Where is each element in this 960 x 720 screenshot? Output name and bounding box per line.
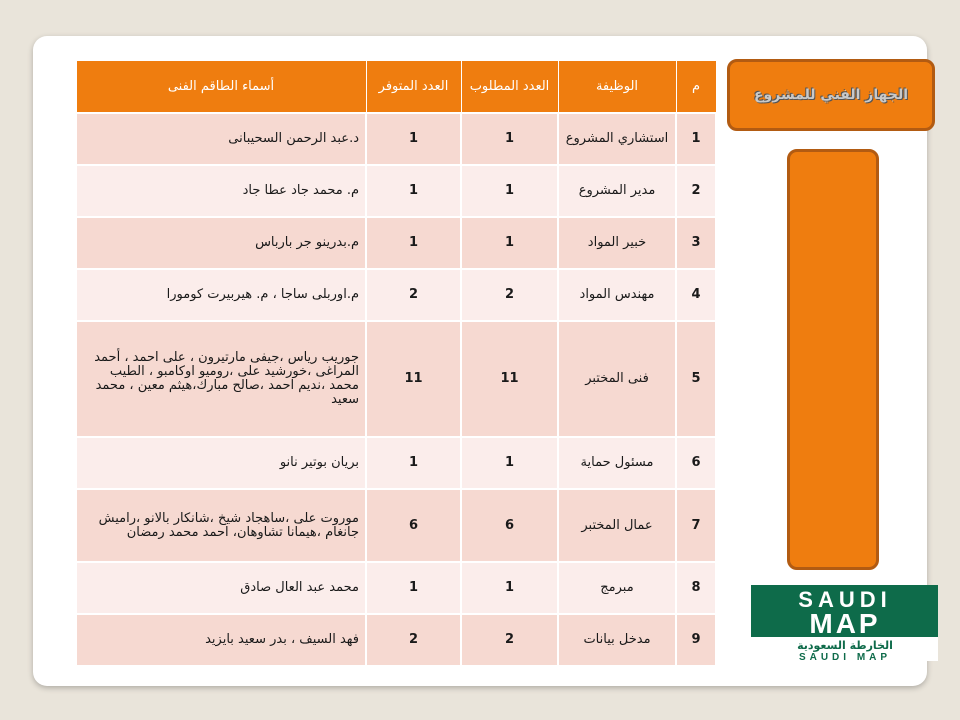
saudi-map-logo-graphic xyxy=(751,585,938,661)
row-names: د.عبد الرحمن السحيبانى xyxy=(76,113,366,165)
row-index: 6 xyxy=(676,437,716,489)
row-names: محمد عبد العال صادق xyxy=(76,562,366,614)
row-role: مهندس المواد xyxy=(558,269,676,321)
row-index: 1 xyxy=(676,113,716,165)
table-row xyxy=(76,269,716,321)
header-names: أسماء الطاقم الفنى xyxy=(76,61,366,114)
table-row xyxy=(76,562,716,614)
row-role: استشاري المشروع xyxy=(558,113,676,165)
logo-bottom-text: SAUDI MAP xyxy=(798,652,892,661)
row-names: م.بدرينو جر بارباس xyxy=(76,217,366,269)
row-required: 2 xyxy=(461,269,558,321)
row-names: فهد السيف ، بدر سعيد بايزيد xyxy=(76,614,366,666)
table-row xyxy=(76,437,716,489)
row-role: مسئول حماية xyxy=(558,437,676,489)
row-role: خبير المواد xyxy=(558,217,676,269)
project-team-title: الجهاز الفني للمشروع xyxy=(727,59,935,131)
decorative-orange-box xyxy=(787,149,879,570)
logo-mid-text: MAP xyxy=(809,608,881,639)
row-index: 3 xyxy=(676,217,716,269)
technical-team-table xyxy=(75,60,717,667)
row-names: بريان بوتير نانو xyxy=(76,437,366,489)
row-index: 2 xyxy=(676,165,716,217)
row-role: مبرمج xyxy=(558,562,676,614)
table-header-row xyxy=(76,61,716,114)
row-available: 1 xyxy=(366,113,461,165)
row-available: 1 xyxy=(366,562,461,614)
row-index: 9 xyxy=(676,614,716,666)
row-index: 8 xyxy=(676,562,716,614)
row-role: عمال المختبر xyxy=(558,489,676,562)
row-required: 1 xyxy=(461,437,558,489)
saudi-map-logo xyxy=(751,585,938,661)
table-row xyxy=(76,321,716,437)
header-role: الوظيفة xyxy=(558,61,676,114)
row-names: م. محمد جاد عطا جاد xyxy=(76,165,366,217)
row-required: 1 xyxy=(461,113,558,165)
row-required: 1 xyxy=(461,562,558,614)
row-available: 2 xyxy=(366,269,461,321)
row-index: 5 xyxy=(676,321,716,437)
row-names: م.اوربلى ساجا ، م. هيربيرت كومورا xyxy=(76,269,366,321)
header-available: العدد المتوفر xyxy=(366,61,461,114)
row-available: 1 xyxy=(366,437,461,489)
row-names: جوريب رياس ،جيفى مارتيرون ، على احمد ، أحمد المراغى ،خورشيد على ،روميو اوكامبو ، الطيب محمد ،نديم احمد ،صالح مبارك،هيثم معين ، محمد سعيد xyxy=(76,321,366,437)
row-required: 1 xyxy=(461,217,558,269)
logo-top-text: SAUDI xyxy=(798,587,892,612)
table-row xyxy=(76,165,716,217)
table-row xyxy=(76,217,716,269)
row-role: مدخل بيانات xyxy=(558,614,676,666)
header-index: م xyxy=(676,61,716,114)
row-index: 7 xyxy=(676,489,716,562)
row-required: 2 xyxy=(461,614,558,666)
row-available: 2 xyxy=(366,614,461,666)
row-role: مدير المشروع xyxy=(558,165,676,217)
row-required: 11 xyxy=(461,321,558,437)
row-role: فنى المختبر xyxy=(558,321,676,437)
row-names: موروت على ،ساهجاد شيخ ،شانكار بالانو ،راميش جانغام ،هيمانا تشاوهان، احمد محمد رمضان xyxy=(76,489,366,562)
table-row xyxy=(76,113,716,165)
table-row xyxy=(76,489,716,562)
row-available: 1 xyxy=(366,217,461,269)
table-row xyxy=(76,614,716,666)
row-required: 1 xyxy=(461,165,558,217)
logo-arabic-text: الخارطة السعودية xyxy=(797,639,893,652)
header-required: العدد المطلوب xyxy=(461,61,558,114)
row-required: 6 xyxy=(461,489,558,562)
row-available: 1 xyxy=(366,165,461,217)
row-index: 4 xyxy=(676,269,716,321)
row-available: 11 xyxy=(366,321,461,437)
row-available: 6 xyxy=(366,489,461,562)
